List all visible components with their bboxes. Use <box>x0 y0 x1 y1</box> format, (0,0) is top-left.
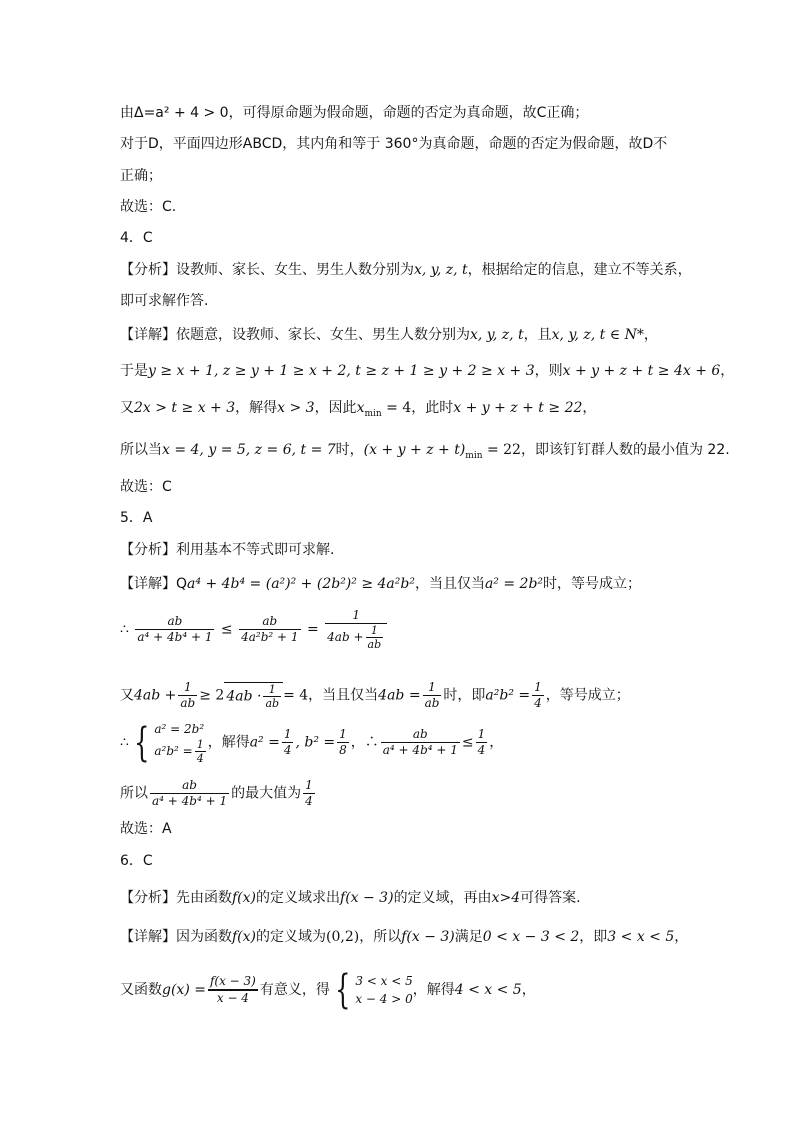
math: 4 < x < 5 <box>454 982 522 998</box>
equation-system: 3 < x < 5 x − 4 > 0 <box>355 974 413 1006</box>
text: ，等号成立； <box>545 687 630 704</box>
text: ，因此 <box>314 400 357 416</box>
solution-line <box>120 398 596 424</box>
brace: { <box>334 967 351 1013</box>
text: ， <box>489 734 504 751</box>
math: ≥ 2 <box>199 687 225 704</box>
text: 的定义域为 <box>256 929 327 945</box>
math: = 4 <box>381 400 412 416</box>
text: 【分析】先由函数 <box>120 890 232 906</box>
math: x <box>356 400 365 416</box>
fraction: $\frac{1}{ab}$ <box>424 680 440 710</box>
text: ，所以 <box>359 929 402 945</box>
math: x = 4, y = 5, z = 6, t = 7 <box>162 442 336 458</box>
equation-system: a² = 2b² a²b² = $\frac{1}{4}$ <box>154 722 205 765</box>
text: 的最大值为 <box>231 785 302 802</box>
text: 的定义域，再由 <box>393 890 492 906</box>
text-line: 正确； <box>120 168 162 184</box>
question-number: 5．A <box>120 510 153 526</box>
math: f(x − 3) <box>340 890 394 906</box>
text: 时， <box>335 442 364 458</box>
solution-line <box>120 680 630 711</box>
math: x + y + z + t ≥ 4x + 6 <box>562 363 721 379</box>
fraction: $\frac{1}{ab}$ <box>180 680 196 710</box>
math: f(x − 3) <box>401 929 455 945</box>
text: 【详解】依题意，设教师、家长、女生、男生人数分别为 <box>120 327 470 343</box>
math: a² = <box>249 734 280 751</box>
text-line: 即可求解作答. <box>120 293 209 309</box>
math: f(x) <box>232 929 257 945</box>
text: 所以 <box>120 785 148 802</box>
square-root: 4ab · $\frac{1}{ab}$ <box>224 682 283 710</box>
math: a²b² = <box>485 687 531 704</box>
text: ， <box>643 327 658 343</box>
text: ，即该钉钉群人数的最小值为 22. <box>520 442 730 458</box>
math: x, y, z, t <box>470 327 524 343</box>
math: ≤ <box>461 734 474 751</box>
solution-line <box>120 325 658 345</box>
therefore-symbol: ∴ <box>120 734 129 751</box>
math: x, y, z, t <box>414 262 468 278</box>
brace: { <box>134 719 150 766</box>
text: ， <box>582 400 597 416</box>
text: 所以当 <box>120 442 162 458</box>
subscript: min <box>465 450 483 461</box>
question-number: 6．C <box>120 853 153 869</box>
text: ， <box>674 929 689 945</box>
math: 4ab + <box>134 687 177 704</box>
math: 2x > t ≥ x + 3 <box>134 400 236 416</box>
text: 的定义域求出 <box>256 890 341 906</box>
solution-line <box>120 440 730 466</box>
math: x, y, z, t ∈ N* <box>551 327 644 343</box>
math: f(x) <box>232 890 257 906</box>
fraction: 1 4ab + $\frac{1}{ab}$ <box>325 608 387 651</box>
text: 时，等号成立； <box>543 576 642 592</box>
fraction: $\frac{1}{4}$ <box>534 680 542 710</box>
text-line: 故选：A <box>120 821 172 837</box>
analysis-line <box>120 260 692 280</box>
fraction: $\frac{f(x - 3)}{x - 4}$ <box>209 974 256 1005</box>
math: = <box>306 621 319 638</box>
text: ，当且仅当 <box>414 576 485 592</box>
subscript: min <box>364 408 382 419</box>
text: 又 <box>120 400 134 416</box>
solution-line <box>120 574 641 594</box>
fraction: $\frac{1}{4}$ <box>477 727 486 757</box>
math: a² = 2b² <box>484 576 544 592</box>
fraction: $\frac{ab}{\text{a⁴ + 4b⁴ + 1}}$ <box>137 614 213 644</box>
text-line: 故选：C. <box>120 199 177 215</box>
math: (0,2) <box>326 929 360 945</box>
analysis-line: 【分析】利用基本不等式即可求解. <box>120 542 335 558</box>
fraction: $\frac{1}{8}$ <box>339 727 347 757</box>
math: x > 3 <box>277 400 315 416</box>
text: 【分析】设教师、家长、女生、男生人数分别为 <box>120 262 414 278</box>
solution-line <box>120 720 503 765</box>
math: 4ab = <box>378 687 421 704</box>
therefore-symbol: ∴ <box>120 621 129 638</box>
fraction: $\frac{ab}{\text{4a²b² + 1}}$ <box>241 614 299 644</box>
text: 又 <box>120 687 134 704</box>
text: 【详解】Q <box>120 576 188 592</box>
text: ，且 <box>523 327 552 343</box>
math: x + y + z + t ≥ 22 <box>453 400 583 416</box>
text: ， <box>720 363 735 379</box>
analysis-line <box>120 888 581 908</box>
text-line: 由Δ=a² + 4 > 0，可得原命题为假命题，命题的否定为真命题，故C正确； <box>120 105 589 121</box>
math: g(x) = <box>162 982 206 998</box>
fraction: $\frac{ab}{\text{a⁴ + 4b⁴ + 1}}$ <box>152 778 228 808</box>
text: ， <box>521 982 536 998</box>
solution-line <box>120 967 536 1013</box>
text: 满足 <box>454 929 483 945</box>
solution-line <box>120 927 688 947</box>
text-line: 故选：C <box>120 479 172 495</box>
solution-line <box>120 361 734 381</box>
math: ≤ <box>220 621 233 638</box>
text: ，则 <box>534 363 563 379</box>
solution-line <box>120 778 317 809</box>
fraction: $\frac{1}{4}$ <box>283 727 292 757</box>
math: a⁴ + 4b⁴ = (a²)² + (2b²)² ≥ 4a²b² <box>187 576 415 592</box>
text: ，解得 <box>235 400 278 416</box>
math: , b² = <box>295 734 336 751</box>
text: ，解得 <box>412 982 455 998</box>
text: ，当且仅当 <box>308 687 379 704</box>
text: ，根据给定的信息，建立不等关系， <box>467 262 692 278</box>
math: ，∴ <box>350 734 379 751</box>
text: 有意义，得 <box>259 982 330 998</box>
solution-line <box>120 608 389 651</box>
question-number: 4．C <box>120 230 153 246</box>
text: 又函数 <box>120 982 162 998</box>
math: = 4 <box>283 687 309 704</box>
fraction: $\frac{1}{4}$ <box>305 778 313 808</box>
text: 时，即 <box>443 687 486 704</box>
math: = 22 <box>482 442 521 458</box>
math: (x + y + z + t) <box>363 442 466 458</box>
math: 3 < x < 5 <box>607 929 675 945</box>
text-line: 对于D，平面四边形ABCD，其内角和等于 360°为真命题，命题的否定为假命题，故D不 <box>120 136 668 152</box>
math: y ≥ x + 1, z ≥ y + 1 ≥ x + 2, t ≥ z + 1 ≥ y + 2 ≥ x + 3 <box>148 363 535 379</box>
math: x>4 <box>491 890 521 906</box>
text: ，此时 <box>411 400 454 416</box>
text: 于是 <box>120 363 148 379</box>
text: 可得答案. <box>520 890 581 906</box>
text: 【详解】因为函数 <box>120 929 232 945</box>
fraction: $\frac{ab}{\text{a⁴ + 4b⁴ + 1}}$ <box>382 727 458 757</box>
math: 0 < x − 3 < 2 <box>482 929 580 945</box>
text: ，即 <box>579 929 608 945</box>
text: ，解得 <box>207 734 250 751</box>
